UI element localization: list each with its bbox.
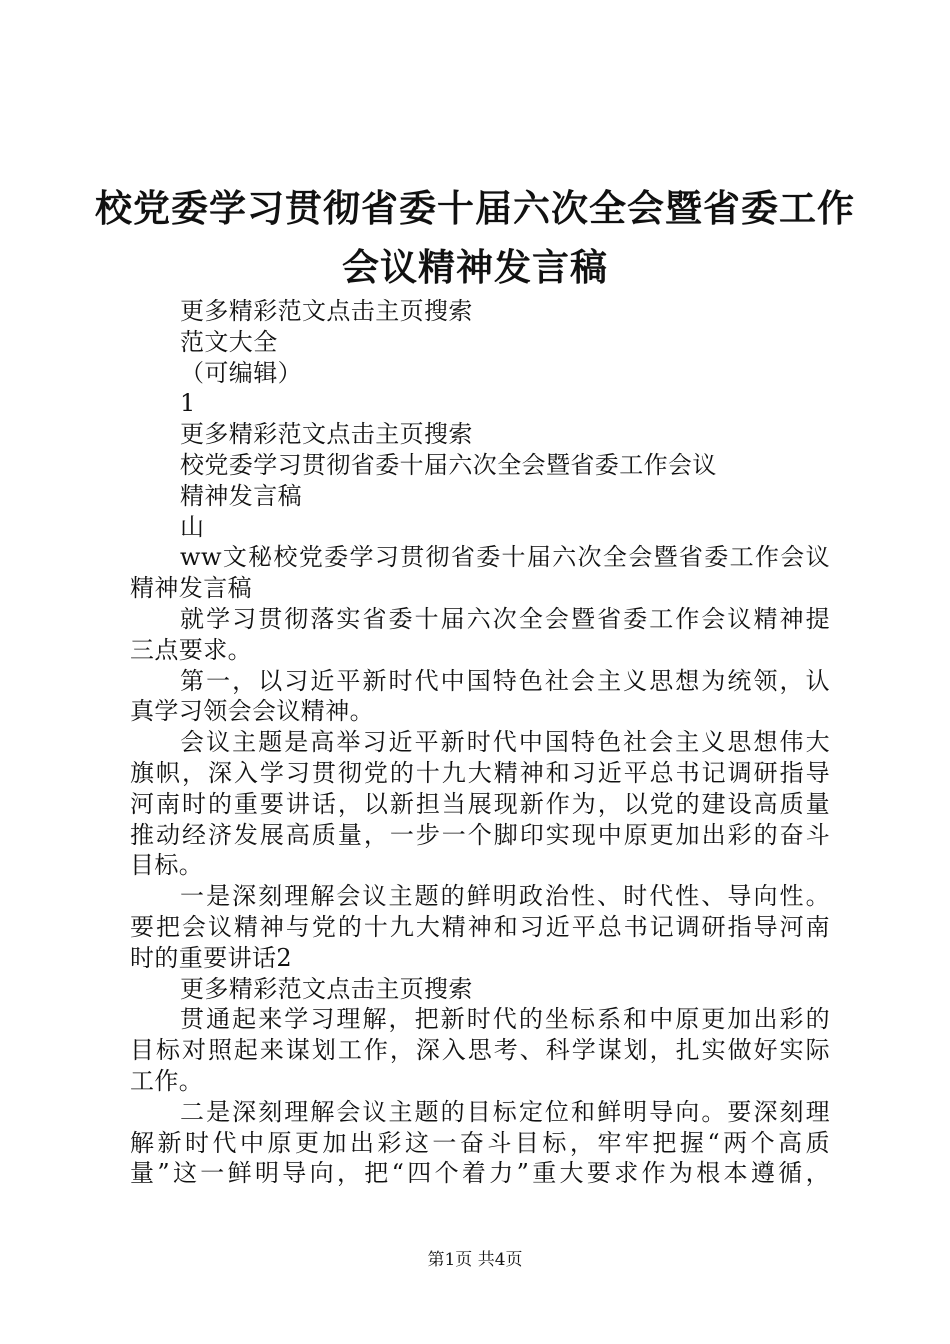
text-line: 解新时代中原更加出彩这一奋斗目标，牢牢把握“两个高质 <box>130 1128 830 1157</box>
text-line: 会议主题是高举习近平新时代中国特色社会主义思想伟大 <box>180 728 830 757</box>
text-line: 贯通起来学习理解，把新时代的坐标系和中原更加出彩的 <box>180 1005 830 1034</box>
text-line: 量”这一鲜明导向，把“四个着力”重大要求作为根本遵循， <box>130 1159 830 1188</box>
text-line: 一是深刻理解会议主题的鲜明政治性、时代性、导向性。 <box>180 882 830 911</box>
text-line: 更多精彩范文点击主页搜索 <box>180 420 473 449</box>
text-line: 旗帜，深入学习贯彻党的十九大精神和习近平总书记调研指导 <box>130 758 830 787</box>
text-line: 山 <box>180 512 205 541</box>
text-line: 要把会议精神与党的十九大精神和习近平总书记调研指导河南 <box>130 912 830 941</box>
document-body <box>130 296 830 1189</box>
text-line: 真学习领会会议精神。 <box>130 697 374 726</box>
text-line: 时的重要讲话2 <box>130 943 293 972</box>
text-line: 更多精彩范文点击主页搜索 <box>180 297 473 325</box>
text-line: 更多精彩范文点击主页搜索 <box>180 974 473 1003</box>
document-title-line-2: 会议精神发言稿 <box>342 245 608 289</box>
text-line: 二是深刻理解会议主题的目标定位和鲜明导向。要深刻理 <box>180 1097 830 1126</box>
text-line: 目标。 <box>130 851 204 880</box>
page-footer: 第1页 共4页 <box>427 1250 523 1270</box>
text-line: 范文大全 <box>180 327 278 356</box>
text-line: （可编辑） <box>180 358 302 387</box>
text-line: 1 <box>180 389 196 418</box>
text-line: ww文秘校党委学习贯彻省委十届六次全会暨省委工作会议 <box>180 543 830 572</box>
text-line: 目标对照起来谋划工作，深入思考、科学谋划，扎实做好实际 <box>130 1036 830 1065</box>
text-line: 工作。 <box>130 1066 204 1095</box>
document-title-line-1: 校党委学习贯彻省委十届六次全会暨省委工作 <box>95 186 855 230</box>
text-line: 三点要求。 <box>130 635 252 664</box>
text-line: 校党委学习贯彻省委十届六次全会暨省委工作会议 <box>180 450 717 479</box>
text-line: 精神发言稿 <box>130 574 252 603</box>
text-line: 精神发言稿 <box>180 481 302 510</box>
text-line: 第一，以习近平新时代中国特色社会主义思想为统领，认 <box>180 666 830 695</box>
text-line: 就学习贯彻落实省委十届六次全会暨省委工作会议精神提 <box>180 604 830 633</box>
text-line: 河南时的重要讲话，以新担当展现新作为，以党的建设高质量 <box>130 789 830 818</box>
text-line: 推动经济发展高质量，一步一个脚印实现中原更加出彩的奋斗 <box>130 820 830 849</box>
